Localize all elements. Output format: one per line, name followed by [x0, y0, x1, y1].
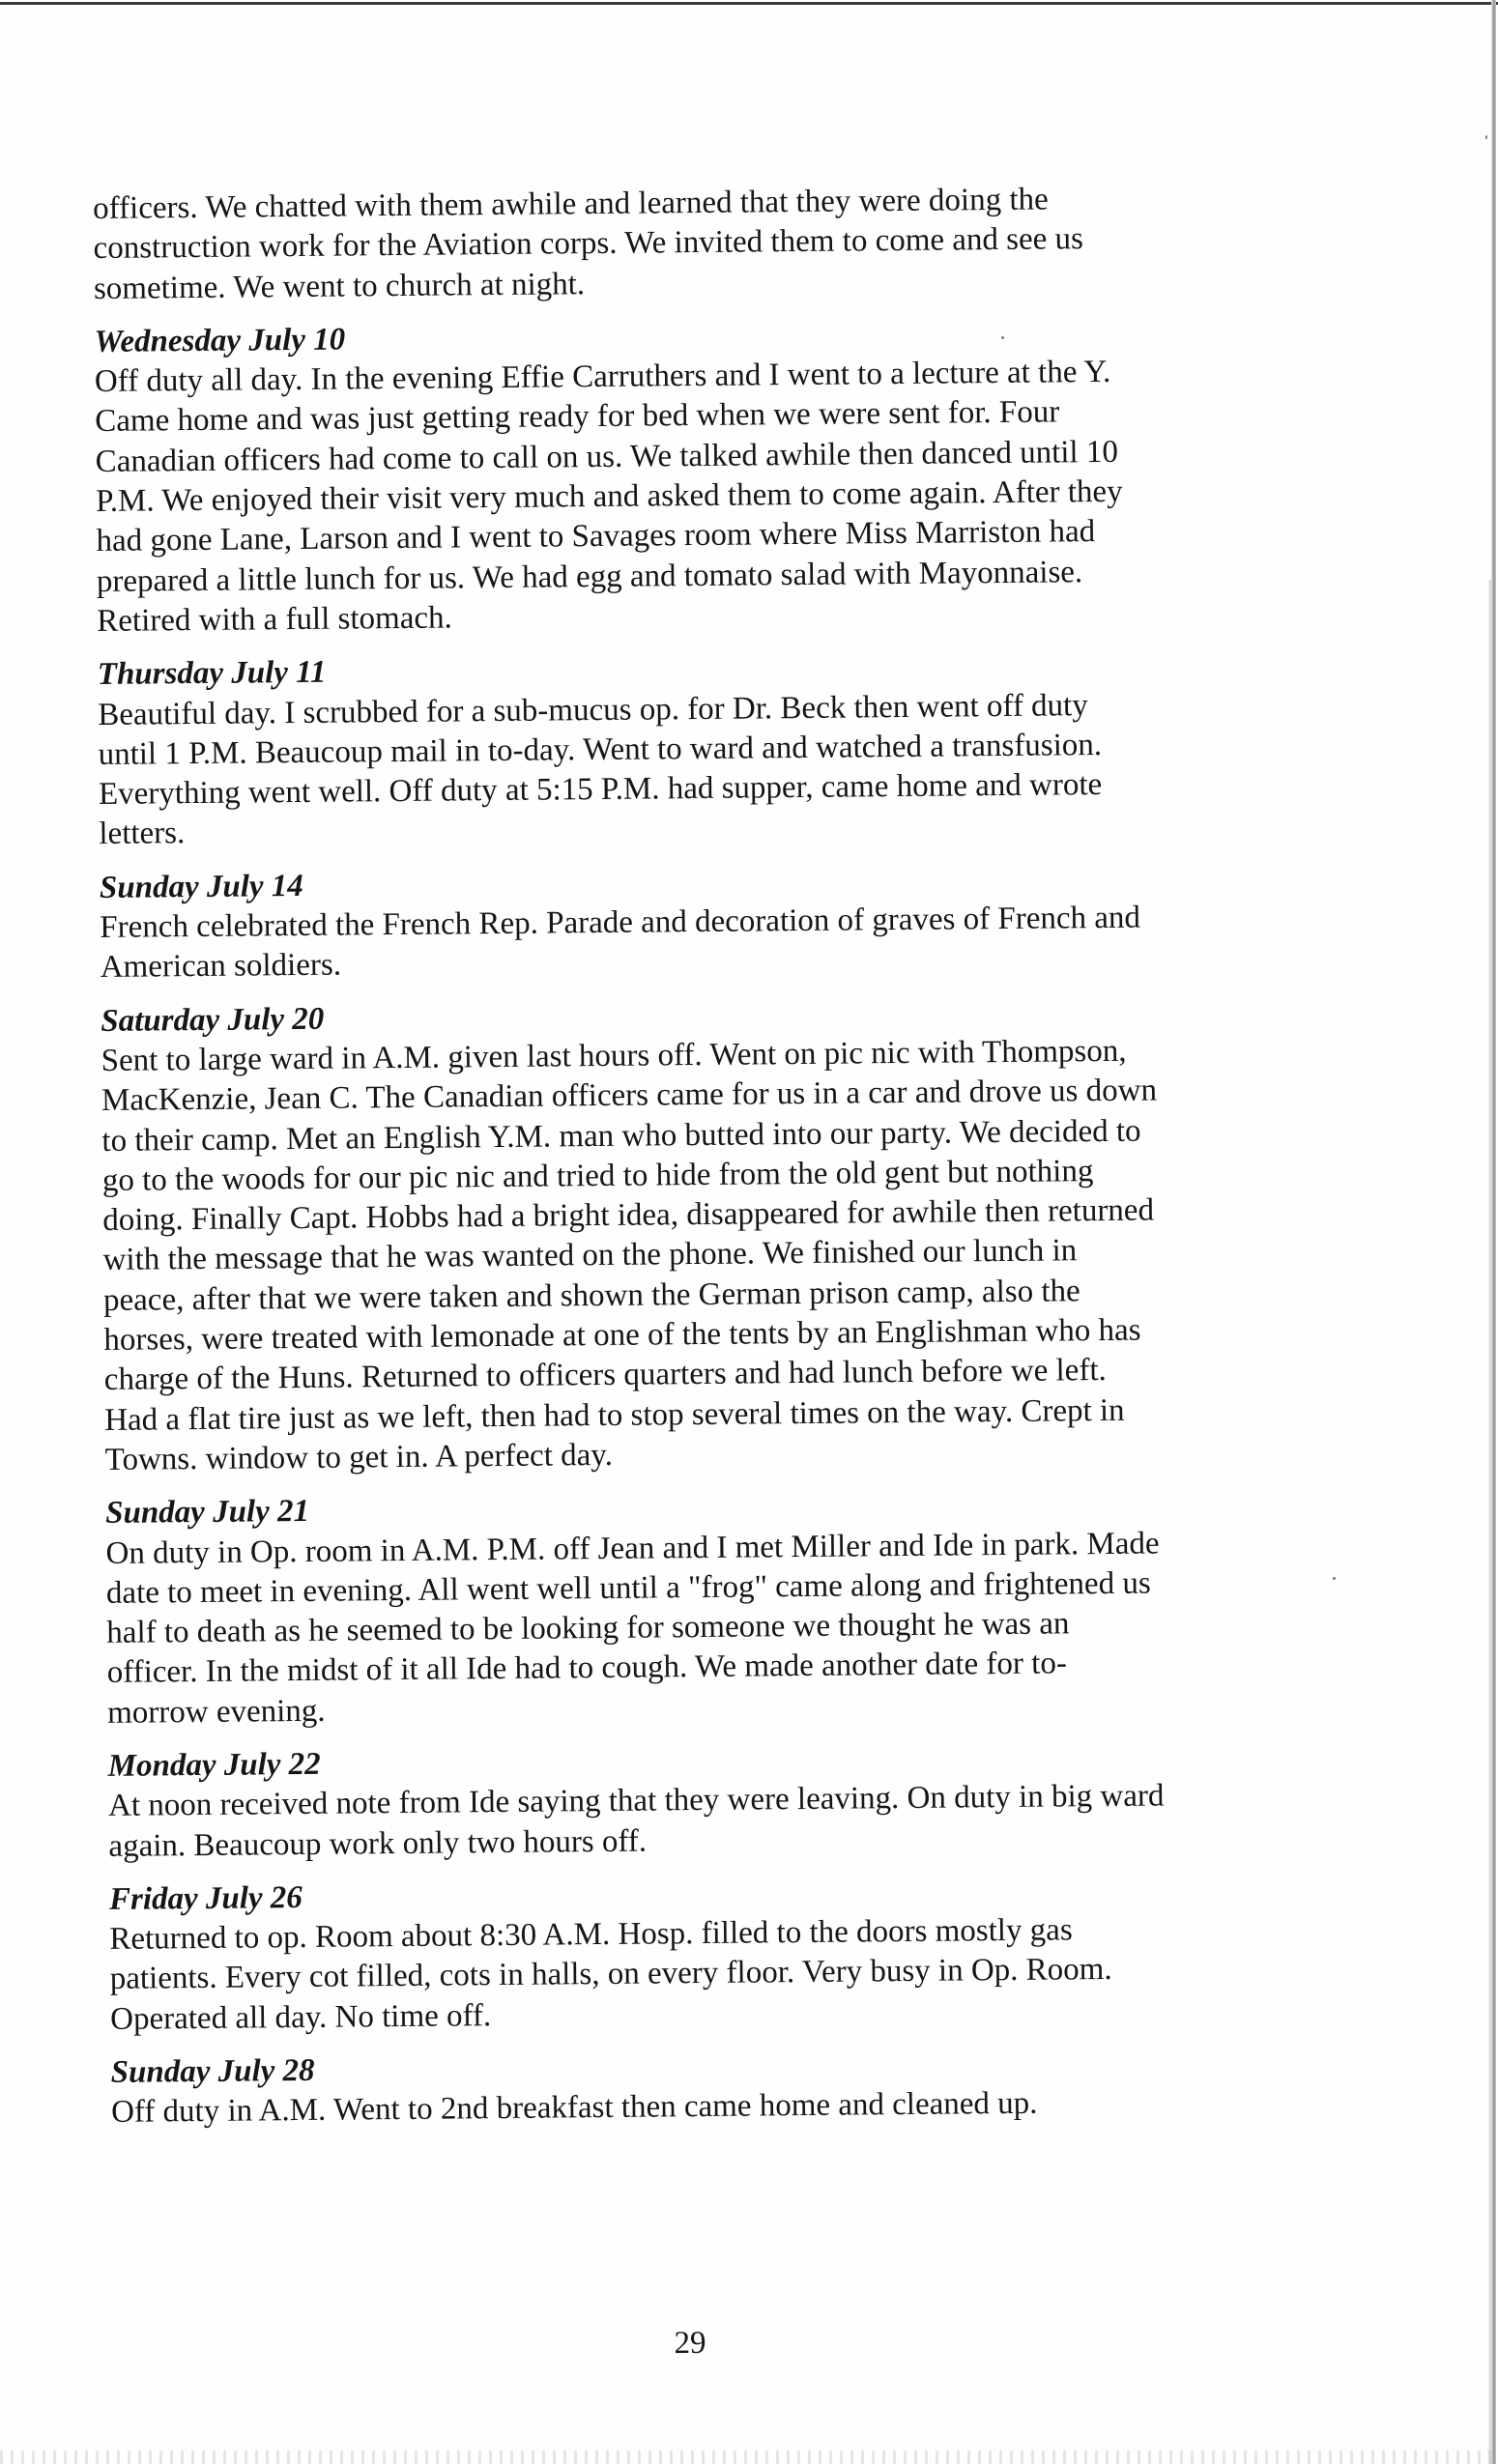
text-line: Returned to op. Room about 8:30 A.M. Hosp. filled to the doors mostly gas — [109, 1912, 1073, 1958]
page-right-edge — [1491, 0, 1496, 2464]
text-line: officer. In the midst of it all Ide had to cough. We made another date for to- — [106, 1646, 1068, 1691]
page-number: 29 — [674, 2325, 706, 2362]
text-line: Retired with a full stomach. — [97, 600, 452, 639]
text-line: construction work for the Aviation corps. We invited them to come and see us — [93, 221, 1084, 267]
text-line: MacKenzie, Jean C. The Canadian officers came for us in a car and drove us down — [101, 1073, 1158, 1119]
entry-heading: Wednesday July 10 — [94, 322, 346, 359]
text-line: Towns. window to get in. A perfect day. — [104, 1437, 614, 1477]
diary-entry — [109, 1868, 1358, 2040]
text-line: Off duty in A.M. Went to 2nd breakfast then came home and cleaned up. — [110, 2086, 1038, 2131]
text-line: morrow evening. — [106, 1693, 326, 1731]
diary-entry — [94, 311, 1343, 643]
entry-heading: Monday July 22 — [107, 1746, 321, 1784]
text-line: Operated all day. No time off. — [110, 1997, 492, 2037]
text-line: Had a flat tire just as we left, then had to stop several times on the way. Crept in — [104, 1392, 1125, 1438]
diary-entry — [107, 1735, 1355, 1867]
text-line: Sent to large ward in A.M. given last hours off. Went on pic nic with Thompson, — [101, 1033, 1127, 1078]
text-line: until 1 P.M. Beaucoup mail in to-day. Went to ward and watched a transfusion. — [98, 727, 1103, 772]
text-line: date to meet in evening. All went well until a "frog" came along and frightened us — [105, 1565, 1151, 1611]
text-line: charge of the Huns. Returned to officers quarters and had lunch before we left. — [103, 1353, 1107, 1398]
text-line: half to death as he seemed to be looking for someone we thought he was an — [106, 1606, 1070, 1651]
text-line: Beautiful day. I scrubbed for a sub-mucus op. for Dr. Beck then went off duty — [98, 687, 1088, 732]
text-line: letters. — [99, 816, 186, 852]
text-line: again. Beaucoup work only two hours off. — [108, 1823, 648, 1864]
entry-heading: Sunday July 21 — [104, 1494, 310, 1532]
entry-heading: Sunday July 14 — [99, 868, 303, 905]
text-line: American soldiers. — [100, 947, 342, 986]
text-line: prepared a little lunch for us. We had egg and tomato salad with Mayonnaise. — [96, 554, 1083, 599]
top-edge-rule — [0, 2, 1498, 5]
text-line: Off duty all day. In the evening Effie Carruthers and I went to a lecture at the Y. — [94, 355, 1111, 400]
diary-entry — [98, 644, 1346, 855]
text-line: Came home and was just getting ready for bed when we were sent for. Four — [95, 394, 1060, 440]
entry-heading: Sunday July 28 — [110, 2052, 315, 2090]
diary-text — [93, 178, 1358, 2134]
text-line: had gone Lane, Larson and I went to Savages room where Miss Marriston had — [96, 514, 1096, 559]
text-line: go to the woods for our pic nic and tried to hide from the old gent but nothing — [101, 1153, 1094, 1198]
text-line: patients. Every cot filled, cots in halls, on every floor. Very busy in Op. Room. — [109, 1952, 1112, 1997]
diary-entry — [105, 1482, 1354, 1733]
text-line: peace, after that we were taken and shown the German prison camp, also the — [102, 1273, 1080, 1318]
diary-entry — [100, 856, 1347, 988]
text-line: French celebrated the French Rep. Parade and decoration of graves of French and — [100, 900, 1141, 946]
entry-heading: Friday July 26 — [108, 1879, 302, 1917]
page-bottom-edge — [0, 2450, 1498, 2464]
text-line: sometime. We went to church at night. — [93, 266, 586, 306]
text-line: Everything went well. Off duty at 5:15 P.M. had supper, came home and wrote — [98, 767, 1103, 813]
diary-entry — [111, 2042, 1359, 2134]
text-line: doing. Finally Capt. Hobbs had a bright idea, disappeared for awhile then returned — [102, 1192, 1155, 1239]
text-line: with the message that he was wanted on the phone. We finished our lunch in — [102, 1233, 1078, 1278]
text-line: officers. We chatted with them awhile and learned that they were doing the — [93, 182, 1049, 226]
text-line: horses, were treated with lemonade at one of the tents by an Englishman who has — [103, 1312, 1141, 1358]
intro-paragraph — [93, 178, 1340, 309]
text-line: On duty in Op. room in A.M. P.M. off Jean and I met Miller and Ide in park. Made — [105, 1525, 1160, 1571]
page-right-edge-shadow — [1487, 580, 1491, 2464]
entry-heading: Thursday July 11 — [97, 654, 327, 693]
entry-heading: Saturday July 20 — [101, 1001, 325, 1039]
text-line: P.M. We enjoyed their visit very much and asked them to come again. After they — [95, 473, 1123, 520]
diary-entry — [101, 989, 1352, 1480]
text-line: to their camp. Met an English Y.M. man who butted into our party. We decided to — [101, 1113, 1141, 1159]
scan-speck — [1485, 135, 1487, 139]
text-line: Canadian officers had come to call on us. We talked awhile then danced until 10 — [95, 434, 1119, 479]
text-line: At noon received note from Ide saying that they were leaving. On duty in big ward — [107, 1778, 1165, 1824]
